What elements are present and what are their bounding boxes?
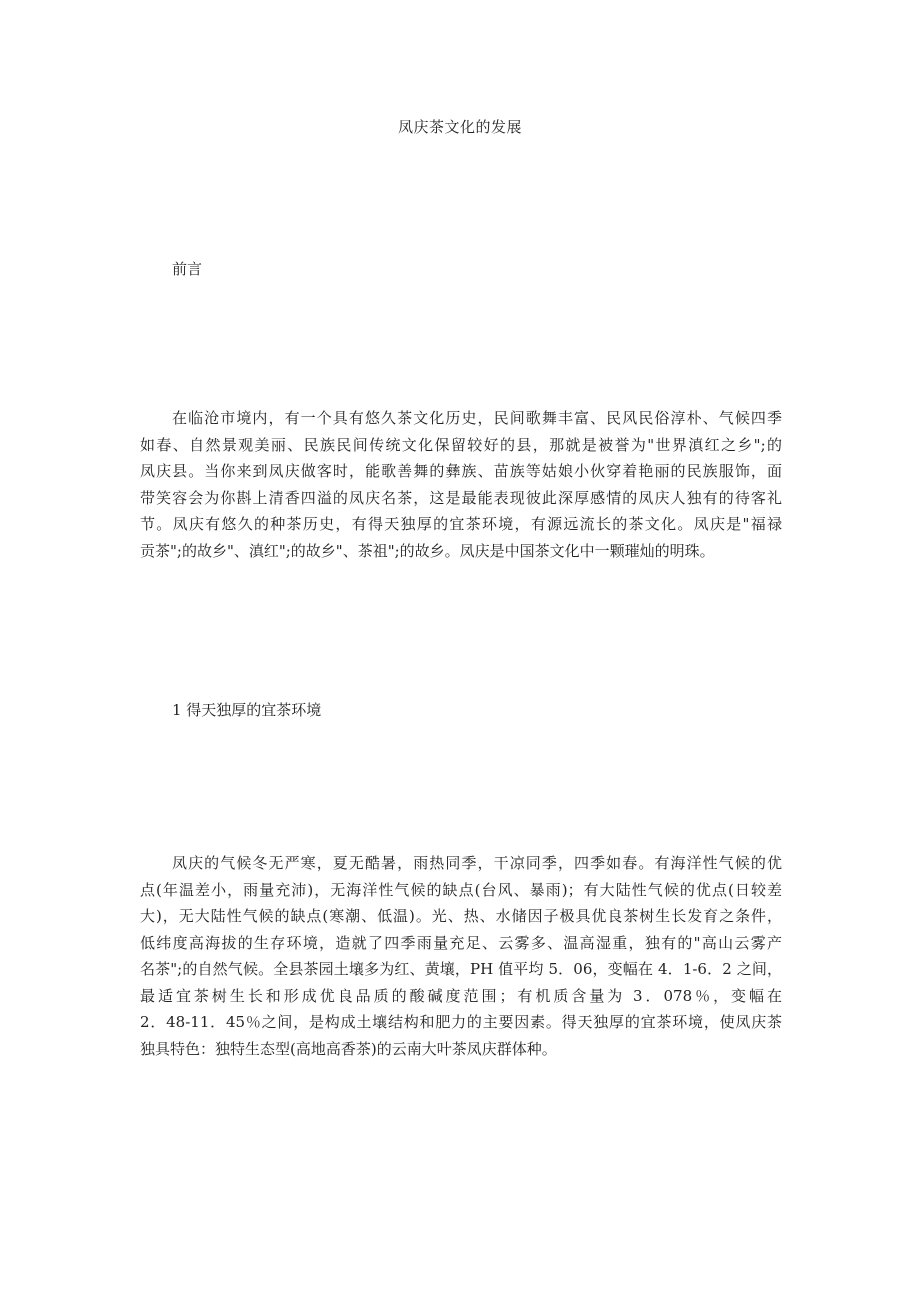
paragraph-line: 最适宜茶树生长和形成优良品质的酸碱度范围；有机质含量为 3．078％，变幅在 [140,986,782,1005]
section1-paragraph [140,850,782,1062]
paragraph-line: 独具特色：独特生态型(高地高香茶)的云南大叶茶凤庆群体种。 [140,1039,557,1058]
paragraph-line: 2．48-11．45％之间，是构成土壤结构和肥力的主要因素。得天独厚的宜茶环境，使凤庆茶 [140,1013,782,1031]
preface-paragraph [140,405,782,564]
document-title: 凤庆茶文化的发展 [397,118,522,136]
paragraph-line: 带笑容会为你斟上清香四溢的凤庆名茶，这是最能表现彼此深厚感情的凤庆人独有的待客礼 [140,488,782,507]
preface-heading: 前言 [172,260,203,278]
paragraph-line: 在临沧市境内，有一个具有悠久茶文化历史，民间歌舞丰富、民风民俗淳朴、气候四季 [172,409,782,427]
paragraph-line: 点(年温差小，雨量充沛)，无海洋性气候的缺点(台风、暴雨)；有大陆性气候的优点(日较差 [140,880,782,899]
paragraph-line: 低纬度高海拔的生存环境，造就了四季雨量充足、云雾多、温高湿重，独有的"高山云雾产 [140,933,782,952]
paragraph-line: 名茶";的自然气候。全县茶园土壤多为红、黄壤，PH 值平均 5．06，变幅在 4．1-6．2 之间， [140,960,782,978]
paragraph-line: 贡茶";的故乡"、滇红";的故乡"、茶祖";的故乡。凤庆是中国茶文化中一颗璀灿的明珠。 [140,541,715,560]
paragraph-line: 凤庆的气候冬无严寒，夏无酷暑，雨热同季，干凉同季，四季如春。有海洋性气候的优 [172,854,782,872]
paragraph-line: 如春、自然景观美丽、民族民间传统文化保留较好的县，那就是被誉为"世界滇红之乡";的 [140,435,782,454]
paragraph-line: 大)，无大陆性气候的缺点(寒潮、低温)。光、热、水储因子极具优良茶树生长发育之条件， [140,907,782,925]
paragraph-line: 节。凤庆有悠久的种茶历史，有得天独厚的宜茶环境，有源远流长的茶文化。凤庆是"福禄 [140,515,782,533]
paragraph-line: 凤庆县。当你来到凤庆做客时，能歌善舞的彝族、苗族等姑娘小伙穿着艳丽的民族服饰，面 [140,462,782,480]
section1-heading: 1 得天独厚的宜茶环境 [172,701,322,719]
